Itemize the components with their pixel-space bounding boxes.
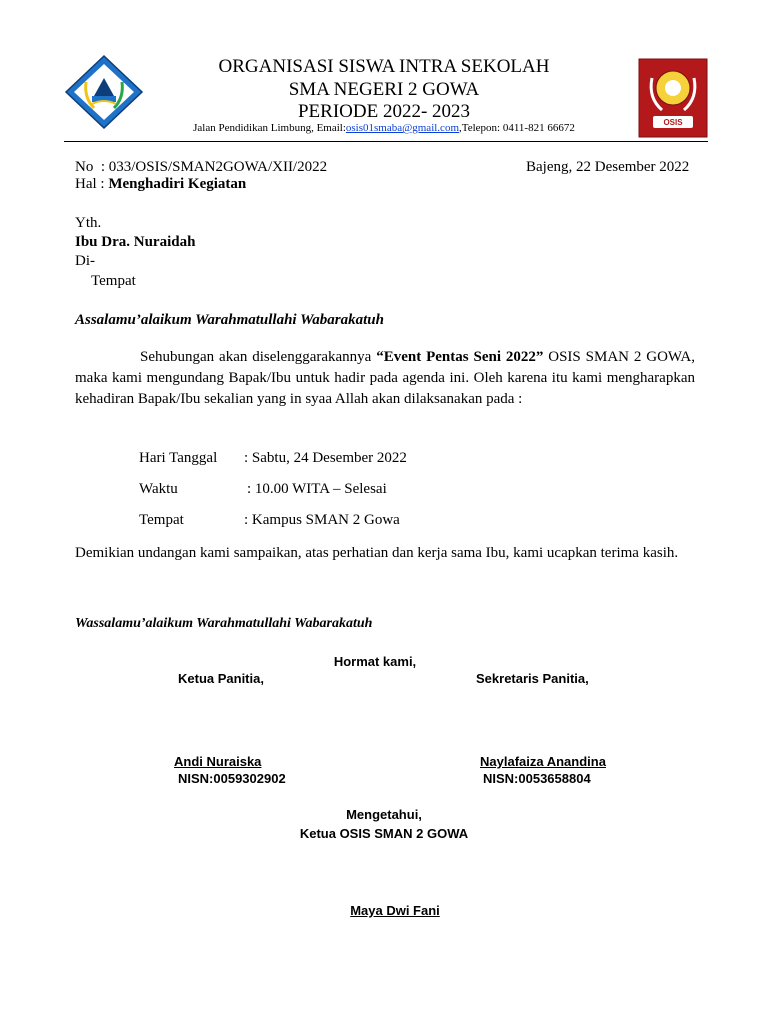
right-role: Sekretaris Panitia, (476, 671, 589, 686)
address-prefix: Jalan Pendidikan Limbung, Email: (193, 122, 346, 134)
osis-logo-text: OSIS (663, 118, 683, 127)
ketua-osis-name: Maya Dwi Fani (350, 903, 440, 918)
ketua-osis-role: Ketua OSIS SMAN 2 GOWA (299, 826, 469, 841)
right-signer-nisn: NISN:0053658804 (483, 771, 591, 786)
address-line (0, 121, 768, 135)
right-signer-name: Naylafaiza Anandina (480, 754, 606, 769)
detail-label-time: Waktu (139, 481, 178, 497)
address-suffix: ,Telepon: 0411-821 66672 (459, 122, 575, 134)
detail-value-date: : Sabtu, 24 Desember 2022 (244, 450, 407, 466)
left-signer-name: Andi Nuraiska (174, 754, 262, 769)
detail-label-place: Tempat (139, 512, 184, 528)
left-role: Ketua Panitia, (178, 671, 264, 686)
body-text-a: Sehubungan akan diselenggarakannya (140, 349, 377, 365)
period: PERIODE 2022- 2023 (297, 101, 471, 122)
email-link[interactable]: osis01smaba@gmail.com (345, 122, 459, 134)
recipient-di: Di- (75, 253, 95, 269)
closing-paragraph: Demikian undangan kami sampaikan, atas perhatian dan kerja sama Ibu, kami ucapkan terima kasih. (75, 545, 679, 561)
subject (75, 175, 246, 194)
greeting: Assalamu’alaikum Warahmatullahi Wabarakatuh (75, 312, 384, 328)
recipient-name: Ibu Dra. Nuraidah (75, 234, 196, 250)
left-signer-nisn: NISN:0059302902 (178, 771, 286, 786)
org-name: ORGANISASI SISWA INTRA SEKOLAH (218, 56, 550, 77)
body-paragraph (75, 347, 695, 410)
subject-value: Menghadiri Kegiatan (108, 176, 247, 192)
subject-label: Hal : (75, 176, 109, 192)
body-text-b: OSIS SMAN 2 GOWA, maka kami mengundang Bapak/Ibu untuk hadir pada agenda ini. Oleh karena itu kami mengharapkan kehadiran Bapak/Ibu sekalian yang in syaa Allah akan dilaksanakan pada : (75, 349, 695, 407)
event-name: “Event Pentas Seni 2022” (376, 349, 544, 365)
recipient-place: Tempat (91, 273, 136, 289)
school-name: SMA NEGERI 2 GOWA (288, 79, 480, 100)
detail-value-place: : Kampus SMAN 2 Gowa (244, 512, 400, 528)
detail-value-time: : 10.00 WITA – Selesai (247, 481, 387, 497)
recipient-yth: Yth. (75, 215, 102, 231)
place-date: Bajeng, 22 Desember 2022 (526, 159, 690, 175)
header-divider (64, 141, 708, 142)
letter-number-value: : 033/OSIS/SMAN2GOWA/XII/2022 (100, 159, 328, 175)
mengetahui: Mengetahui, (346, 807, 422, 822)
closing-greeting: Wassalamu’alaikum Warahmatullahi Wabarakatuh (75, 616, 373, 631)
detail-label-date: Hari Tanggal (139, 450, 218, 466)
letter-number-label: No (75, 159, 94, 175)
hormat-kami: Hormat kami, (333, 654, 417, 669)
